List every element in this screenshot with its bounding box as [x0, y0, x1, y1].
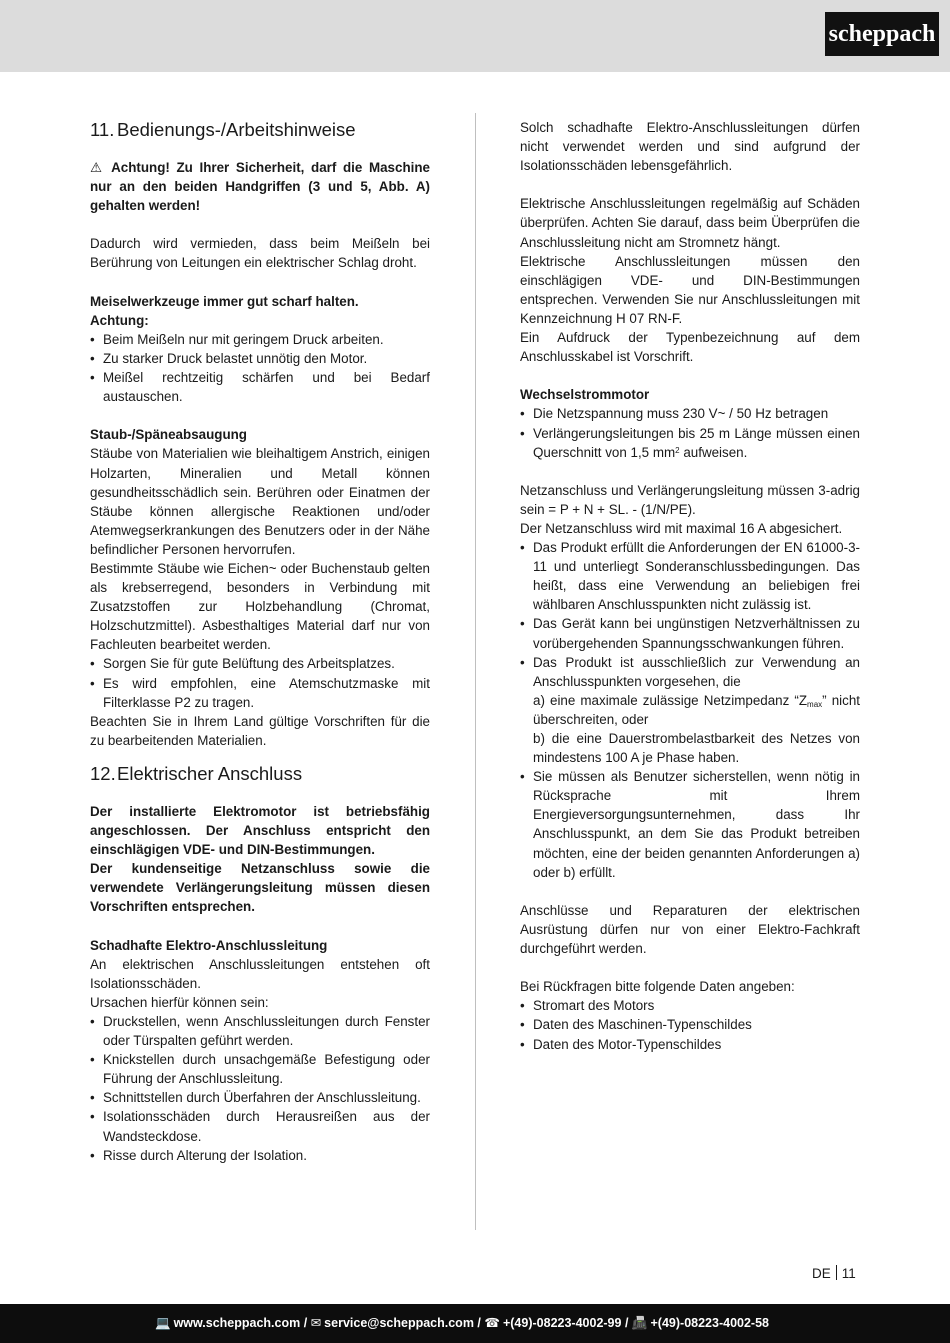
list-item: • Zu starker Druck belastet unnötig den Motor. [90, 349, 430, 368]
list-item: • Das Produkt ist ausschließlich zur Verwendung an Anschlusspunkten vorgesehen, die a) eine maximale zulässige Netzimpedanz “$Z_{max}$” nicht überschreiten, oder b) die eine Dauerstrombelastbarkeit des Netzes von mindestens 100 A je Phase haben. [520, 653, 860, 768]
computer-icon: 💻 [155, 1316, 171, 1330]
list-item: • Beim Meißeln nur mit geringem Druck arbeiten. [90, 330, 430, 349]
damaged-list [90, 1012, 430, 1165]
list-item: • Druckstellen, wenn Anschlussleitungen durch Fenster oder Türspalten geführt werden. [90, 1012, 430, 1050]
phone-number: +(49)-08223-4002-99 [502, 1316, 622, 1330]
paragraph: Ein Aufdruck der Typenbezeichnung auf dem Anschlusskabel ist Vorschrift. [520, 330, 860, 365]
list-item: • Verlängerungsleitungen bis 25 m Länge müssen einen Querschnitt von 1,5 $mm^2$ aufweisen. [520, 424, 860, 462]
intro-paragraph: Dadurch wird vermieden, dass beim Meißeln bei Berührung von Leitungen ein elektrischer Schlag droht. [90, 236, 430, 271]
damaged-cable-heading: Schadhafte Elektro-Anschlussleitung [90, 937, 328, 953]
scheppach-logo: scheppach [825, 12, 939, 56]
fax-number: +(49)-08223-4002-58 [650, 1316, 769, 1330]
connection-bold-paragraph: Der installierte Elektromotor ist betriebsfähig angeschlossen. Der Anschluss entspricht den einschlägigen VDE- und DIN-Bestimmungen. [90, 803, 430, 858]
list-item: • Das Produkt erfüllt die Anforderungen der EN 61000-3-11 und unterliegt Sonderanschlussbedingungen. Das heißt, dass eine Verwendung an beliebigen frei wählbaren Anschlusspunkten nicht zulässig ist. [520, 538, 860, 614]
product-list [520, 538, 860, 882]
website-link[interactable]: www.scheppach.com [173, 1316, 301, 1330]
right-column [520, 118, 860, 1054]
list-item: • Isolationsschäden durch Herausreißen aus der Wandsteckdose. [90, 1107, 430, 1145]
damaged-paragraph: An elektrischen Anschlussleitungen entstehen oft Isolationsschäden. [90, 956, 430, 991]
list-item: • Daten des Motor-Typenschildes [520, 1035, 860, 1054]
paragraph: Bei Rückfragen bitte folgende Daten angeben: [520, 979, 795, 995]
fax-icon: 📠 [631, 1316, 648, 1330]
warning-notice: ⚠ Achtung! Zu Ihrer Sicherheit, darf die Maschine nur an den beiden Handgriffen (3 und 5, Abb. A) gehalten werden! [90, 160, 430, 214]
phone-icon: ☎ [484, 1316, 500, 1330]
page-header [0, 0, 950, 72]
list-item: • Die Netzspannung muss 230 V~ / 50 Hz betragen [520, 404, 860, 423]
list-item: • Sorgen Sie für gute Belüftung des Arbeitsplatzes. [90, 654, 430, 673]
column-divider [475, 113, 476, 1230]
list-item: • Stromart des Motors [520, 996, 860, 1015]
chisel-heading: Meiselwerkzeuge immer gut scharf halten. [90, 293, 359, 309]
list-item: • Knickstellen durch unsachgemäße Befestigung oder Führung der Anschlussleitung. [90, 1050, 430, 1088]
list-item: • Sie müssen als Benutzer sicherstellen, wenn nötig in Rücksprache mit Ihrem Energieversorgungsunternehmen, dass Ihr Anschlusspunkt, an dem Sie das Produkt betreiben möchten, eine der beiden genannten Anforderungen a) oder b) erfüllt. [520, 767, 860, 882]
paragraph: Der Netzanschluss wird mit maximal 16 A abgesichert. [520, 520, 843, 536]
paragraph: Anschlüsse und Reparaturen der elektrischen Ausrüstung dürfen nur von einer Elektro-Fachkraft durchgeführt werden. [520, 902, 860, 957]
connection-bold-paragraph: Der kundenseitige Netzanschluss sowie die verwendete Verlängerungsleitung müssen diesen Vorschriften entsprechen. [90, 861, 430, 915]
mail-icon: ✉ [310, 1316, 322, 1330]
motor-list [520, 404, 860, 461]
inquiry-list [520, 996, 860, 1053]
section-11-title: 11. Bedienungs-/Arbeitshinweise [90, 119, 356, 140]
paragraph: Solch schadhafte Elektro-Anschlussleitungen dürfen nicht verwendet werden und sind aufgrund der Isolationsschäden lebensgefährlich. [520, 120, 860, 174]
dust-paragraph: Beachten Sie in Ihrem Land gültige Vorschriften für die zu bearbeitenden Materialien. [90, 713, 430, 748]
email-link[interactable]: service@scheppach.com [324, 1316, 474, 1330]
list-item: • Es wird empfohlen, eine Atemschutzmaske mit Filterklasse P2 zu tragen. [90, 674, 430, 712]
warning-icon: ⚠ [90, 160, 105, 175]
dust-paragraph: Bestimmte Stäube wie Eichen~ oder Buchenstaub gelten als krebserregend, besonders in Verbindung mit Zusatzstoffen zur Holzbehandlung (Chromat, Holzschutzmittel). Asbesthaltiges Material darf nur von Fachleuten bearbeitet werden. [90, 560, 430, 653]
damaged-paragraph: Ursachen hierfür können sein: [90, 994, 269, 1010]
dust-paragraph: Stäube von Materialien wie bleihaltigem Anstrich, einigen Holzarten, Mineralien und Metall können gesundheitsschädlich sein. Berühren oder Einatmen der Stäube können allergische Reaktionen und/oder Atemwegserkrankungen des Benutzers oder in der Nähe befindlicher Personen hervorrufen. [90, 446, 430, 557]
page-footer: 💻 www.scheppach.com / ✉ service@scheppach.com / ☎ +(49)-08223-4002-99 / 📠 +(49)-08223-4002-58 [0, 1304, 950, 1343]
motor-heading: Wechselstrommotor [520, 387, 650, 403]
section-12-title: 12.Elektrischer Anschluss [90, 762, 303, 784]
dust-list [90, 654, 430, 711]
list-item: • Meißel rechtzeitig schärfen und bei Bedarf austauschen. [90, 368, 430, 406]
paragraph: Netzanschluss und Verlängerungsleitung müssen 3-adrig sein = P + N + SL. - (1/N/PE). [520, 482, 860, 517]
list-item: • Das Gerät kann bei ungünstigen Netzverhältnissen zu vorübergehenden Spannungsschwankungen führen. [520, 614, 860, 652]
left-column [90, 118, 430, 1165]
dust-heading: Staub-/Späneabsaugung [90, 427, 247, 443]
list-item: • Daten des Maschinen-Typenschildes [520, 1015, 860, 1034]
paragraph: Elektrische Anschlussleitungen regelmäßig auf Schäden überprüfen. Achten Sie darauf, dass beim Überprüfen die Anschlussleitung nicht am Stromnetz hängt. [520, 196, 860, 250]
list-item: • Risse durch Alterung der Isolation. [90, 1146, 430, 1165]
chisel-attention: Achtung: [90, 312, 149, 328]
chisel-list [90, 330, 430, 406]
paragraph: Elektrische Anschlussleitungen müssen den einschlägigen VDE- und DIN-Bestimmungen entsprechen. Verwenden Sie nur Anschlussleitungen mit Kennzeichnung H 07 RN-F. [520, 253, 860, 326]
page-number: DE 11 [812, 1266, 856, 1281]
list-item: • Schnittstellen durch Überfahren der Anschlussleitung. [90, 1088, 430, 1107]
